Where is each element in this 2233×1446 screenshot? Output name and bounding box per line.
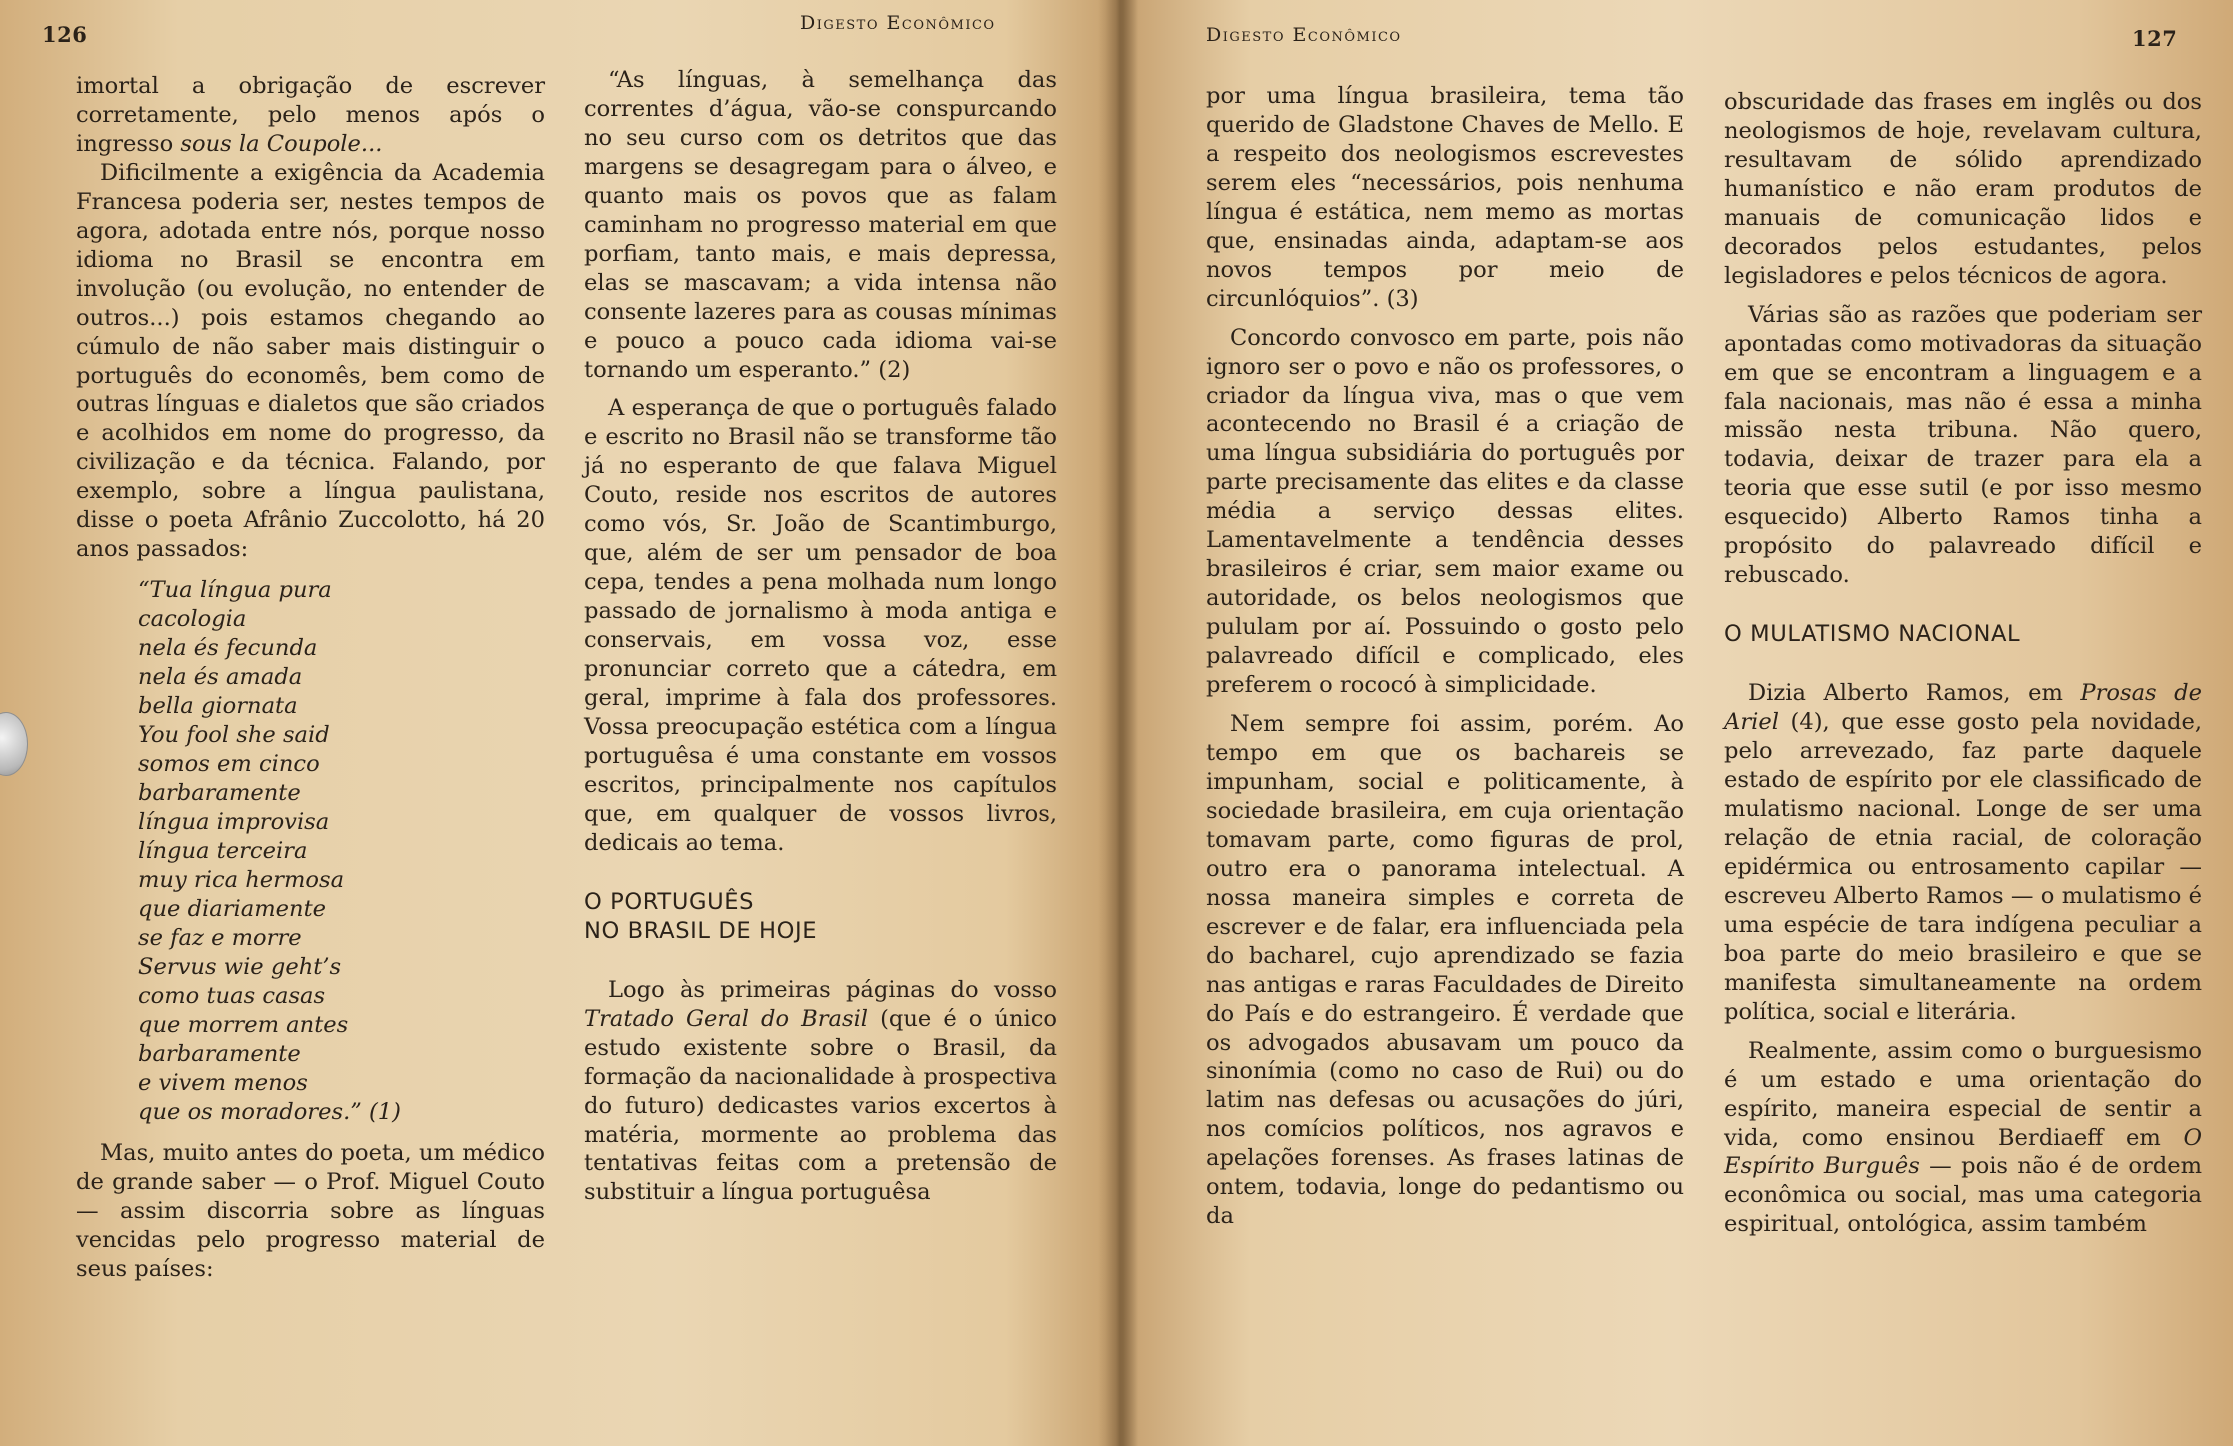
italic-phrase: sous la Coupole...: [180, 130, 383, 157]
right-column-2: [1724, 88, 2202, 1239]
verse-line: nela és fecunda: [138, 635, 318, 662]
paragraph: [76, 72, 545, 159]
italic-title: Prosas de Ariel: [1724, 680, 2202, 736]
paragraph-text: (4), que esse gosto pela novidade, pelo arrevezado, faz parte daquele estado de espírito por ele classificado de mulatismo nacional. Longe de ser uma relação de etnia racial, de coloração epidérmica ou entrosamento capilar — escreveu Alberto Ramos — o mulatismo é uma espécie de tara indígena peculiar a boa parte do meio brasileiro e que se manifesta simultaneamente na ordem política, social e literária.: [1724, 709, 2202, 1025]
paragraph: Mas, muito antes do poeta, um médico de grande saber — o Prof. Miguel Couto — assim discorria sobre as línguas vencidas pelo progresso material de seus países:: [76, 1140, 545, 1283]
running-head: Digesto Econômico: [1206, 24, 1402, 46]
paragraph: Dificilmente a exigência da Academia Francesa poderia ser, nestes tempos de agora, adotada entre nós, porque nosso idioma no Brasil se encontra em involução (ou evolução, no entender de outros...) pois estamos chegando ao cúmulo de não saber mais distinguir o português do economês, bem como de outras línguas e dialetos que são criados e acolhidos em nome do progresso, da civilização e da técnica. Falando, por exemplo, sobre a língua paulistana, disse o poeta Afrânio Zuccolotto, há 20 anos passados:: [76, 159, 545, 563]
paragraph: [584, 976, 1057, 1208]
verse-line: língua terceira: [138, 838, 308, 865]
italic-title: O Espírito Burguês: [1724, 1124, 2202, 1180]
running-head: Digesto Econômico: [800, 12, 996, 34]
paragraph-text: Logo às primeiras páginas do vosso: [608, 976, 1057, 1003]
paragraph: [1724, 679, 2202, 1026]
verse-line: como tuas casas: [138, 983, 326, 1010]
paragraph-text: — pois não é de ordem econômica ou social, mas uma categoria espiritual, ontológica, assim também: [1724, 1153, 2202, 1238]
verse-line: que diariamente: [138, 896, 327, 923]
quote-paragraph: “As línguas, à semelhança das correntes d’água, vão-se conspurcando no seu curso com os detritos que das margens se desagregam para o álveo, e quanto mais os povos que as falam caminham no progresso material em que porfiam, tanto mais, e mais depressa, elas se mascavam; a vida intensa não consente lazeres para as cousas mínimas e pouco a pouco cada idioma vai-se tornando um esperanto.” (2): [584, 67, 1057, 383]
verse-line: “Tua língua pura: [138, 577, 332, 604]
verse-line: que os moradores.” (1): [138, 1099, 401, 1126]
section-heading: O PORTUGUÊS: [584, 888, 755, 915]
left-column-2: [584, 66, 1057, 1207]
verse-line: que morrem antes: [138, 1012, 349, 1039]
verse-line: Servus wie geht’s: [138, 954, 342, 981]
paragraph: Várias são as razões que poderiam ser apontadas como motivadoras da situação em que se encontram a linguagem e a fala nacionais, mas não é essa a minha missão nesta tribuna. Não quero, todavia, deixar de trazer para ela a teoria que esse sutil (e por isso mesmo esquecido) Alberto Ramos tinha a propósito do palavreado difícil e rebuscado.: [1724, 301, 2202, 589]
verse-line: barbaramente: [138, 780, 301, 807]
paragraph: obscuridade das frases em inglês ou dos neologismos de hoje, revelavam cultura, resultavam de sólido aprendizado humanístico e não eram produtos de manuais de comunicação lidos e decorados pelos estudantes, pelos legisladores e pelos técnicos de agora.: [1724, 89, 2202, 289]
left-column-1: [76, 72, 545, 1284]
paragraph: [1724, 1037, 2202, 1240]
verse-line: barbaramente: [138, 1041, 301, 1068]
verse-line: bella giornata: [138, 693, 298, 720]
thumb-tab-marker: [0, 712, 28, 776]
right-column-1: [1206, 82, 1684, 1231]
page-number: 126: [42, 22, 88, 47]
paragraph-text: (que é o único estudo existente sobre o Brasil, da formação da nacionalidade à prospectiva do futuro) dedicastes varios excertos à matéria, mormente ao problema das tentativas feitas com a pretensão de substituir a língua portuguêsa: [584, 1005, 1057, 1206]
verse-line: nela és amada: [138, 664, 303, 691]
paragraph: Nem sempre foi assim, porém. Ao tempo em que os bachareis se impunham, social e politicamente, à sociedade brasileira, em cuja orientação tomavam parte, como figuras de prol, outro era o panorama intelectual. A nossa maneira simples e correta de escrever e de falar, era influenciada pela do bacharel, cujo aprendizado se fazia nas antigas e raras Faculdades de Direito do País e do estrangeiro. É verdade que os advogados abusavam um pouco da sinonímia (como no caso de Rui) ou do latim nas defesas ou acusações do júri, nos comícios políticos, nos agravos e apelações forenses. As frases latinas de ontem, todavia, longe do pedantismo ou da: [1206, 711, 1684, 1230]
verse-line: somos em cinco: [138, 751, 320, 778]
section-heading: NO BRASIL DE HOJE: [584, 917, 818, 944]
right-page: [1118, 0, 2233, 1446]
paragraph: por uma língua brasileira, tema tão querido de Gladstone Chaves de Mello. E a respeito dos neologismos escrevestes serem eles “necessários, pois nenhuma língua é estática, nem memo as mortas que, ensinadas ainda, adaptam-se aos novos tempos por meio de circunlóquios”. (3): [1206, 83, 1684, 312]
page-number: 127: [2132, 26, 2178, 51]
verse-line: You fool she said: [138, 722, 330, 749]
verse-line: cacologia: [138, 606, 247, 633]
verse-line: língua improvisa: [138, 809, 330, 836]
poem: [138, 576, 545, 1127]
italic-title: Tratado Geral do Brasil: [584, 1005, 869, 1032]
paragraph-text: Realmente, assim como o burguesismo é um estado e uma orientação do espírito, maneira especial de sentir a vida, como ensinou Berdiaeff em: [1724, 1037, 2202, 1151]
paragraph-text: Dizia Alberto Ramos, em: [1748, 680, 2081, 707]
paragraph: Concordo convosco em parte, pois não ignoro ser o povo e não os professores, o criador da língua viva, mas o que vem acontecendo no Brasil é a criação de uma língua subsidiária do português por parte precisamente das elites e da classe média a serviço dessas elites. Lamentavelmente a tendência desses brasileiros é criar, sem maior exame ou autoridade, os belos neologismos que pululam por aí. Possuindo o gosto pelo palavreado difícil e complicado, eles preferem o rococó à simplicidade.: [1206, 324, 1684, 699]
paragraph: A esperança de que o português falado e escrito no Brasil não se transforme tão já no esperanto de que falava Miguel Couto, reside nos escritos de autores como vós, Sr. João de Scantimburgo, que, além de ser um pensador de boa cepa, tendes a pena molhada num longo passado de jornalismo à moda antiga e conservais, em vossa voz, esse pronunciar correto que a cátedra, em geral, imprime à fala dos professores. Vossa preocupação estética com a língua portuguêsa é uma constante em vossos escritos, principalmente nos capítulos que, em qualquer de vossos livros, dedicais ao tema.: [584, 395, 1057, 856]
section-heading: O MULATISMO NACIONAL: [1724, 621, 2021, 648]
verse-line: muy rica hermosa: [138, 867, 345, 894]
verse-line: se faz e morre: [138, 925, 302, 952]
verse-line: e vivem menos: [138, 1070, 308, 1097]
paragraph-text: imortal a obrigação de escrever corretamente, pelo menos após o ingresso: [76, 73, 545, 157]
